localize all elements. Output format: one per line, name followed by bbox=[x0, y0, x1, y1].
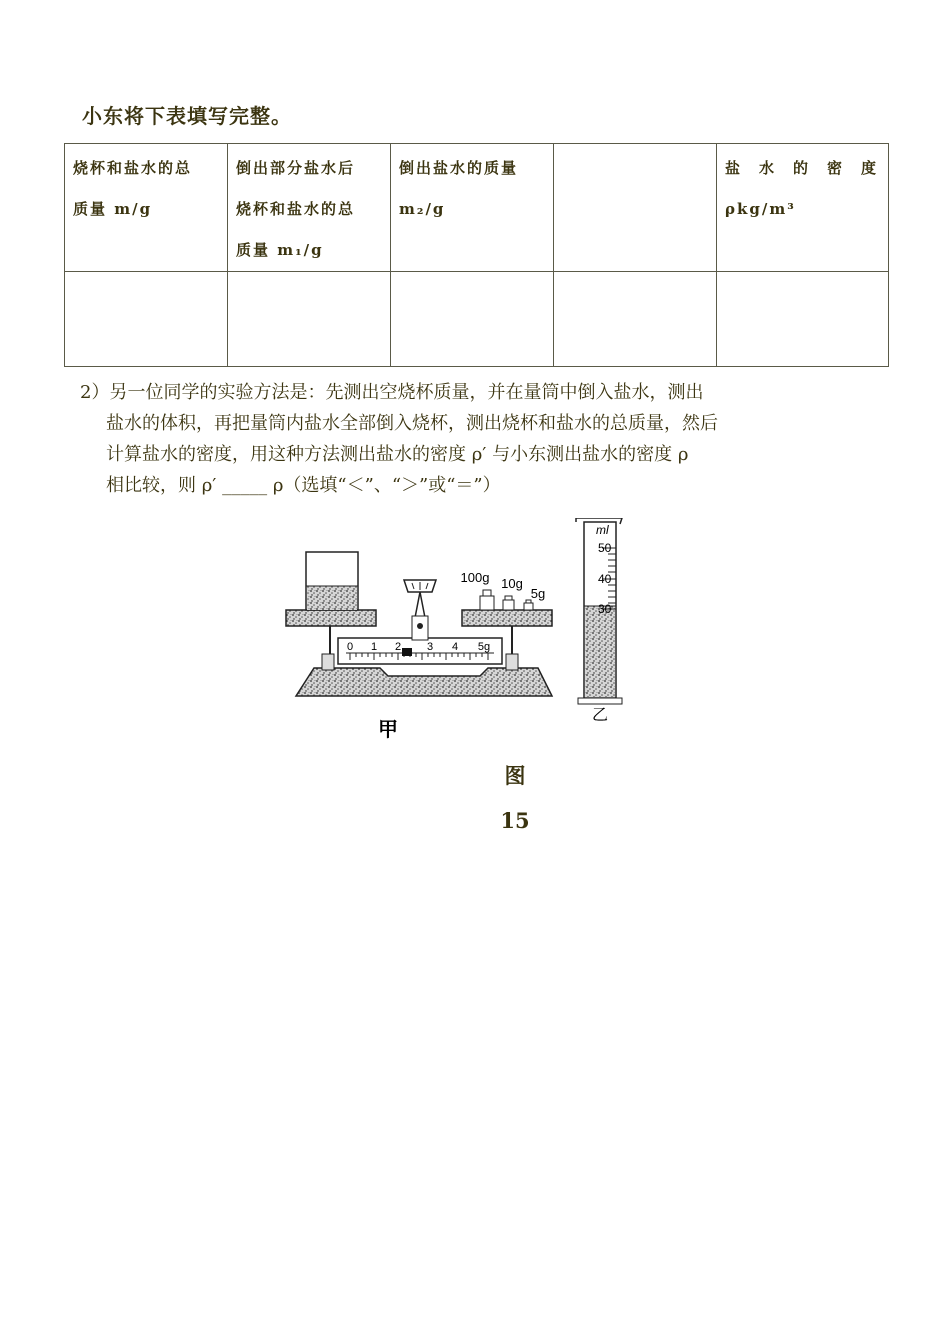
question-2-line: 计算盐水的密度，用这种方法测出盐水的密度 ρ′ 与小东测出盐水的密度 ρ bbox=[106, 444, 689, 465]
header-remaining-mass: 倒出部分盐水后 烧杯和盐水的总 质量 m₁/g bbox=[228, 144, 391, 272]
table-row bbox=[65, 272, 889, 367]
question-2-line: 相比较，则 ρ′ _____ ρ（选填“＜”、“＞”或“＝”） bbox=[106, 475, 501, 496]
weight-label-100g: 100g bbox=[460, 570, 490, 585]
label-balance: 甲 bbox=[378, 717, 398, 741]
question-2-line: 2）另一位同学的实验方法是：先测出空烧杯质量，并在量筒中倒入盐水，测出 bbox=[80, 382, 704, 403]
question-2-line: 盐水的体积，再把量筒内盐水全部倒入烧杯，测出烧杯和盐水的总质量，然后 bbox=[106, 413, 718, 434]
weights bbox=[480, 590, 533, 610]
answer-cell-blank[interactable] bbox=[554, 272, 717, 367]
header-blank bbox=[554, 144, 717, 272]
cylinder-unit-label: ml bbox=[596, 523, 609, 537]
scale-tick-label: 4 bbox=[451, 641, 459, 653]
table-header-row bbox=[65, 144, 889, 272]
scale-tick-label: 2 bbox=[394, 641, 402, 653]
header-poured-mass: 倒出盐水的质量 m₂/g bbox=[391, 144, 554, 272]
balance-and-cylinder-illustration bbox=[280, 518, 630, 748]
scale-tick-label: 5g bbox=[477, 641, 491, 653]
scale-tick-label: 3 bbox=[426, 641, 434, 653]
cylinder-tick-label: 40 bbox=[598, 572, 612, 586]
weight-label-10g: 10g bbox=[501, 576, 523, 591]
rider-weight bbox=[402, 648, 412, 656]
question-2 bbox=[80, 377, 870, 501]
beaker bbox=[306, 552, 358, 610]
cylinder-tick-label: 50 bbox=[598, 541, 612, 555]
header-total-mass: 烧杯和盐水的总 质量 m/g bbox=[65, 144, 228, 272]
label-cylinder: 乙 bbox=[591, 707, 609, 724]
answer-cell-poured-mass[interactable] bbox=[391, 272, 554, 367]
balance-pointer bbox=[404, 580, 436, 640]
scale-tick-label: 1 bbox=[370, 641, 378, 653]
weight-label-5g: 5g bbox=[530, 586, 546, 601]
figure-caption-number: 15 bbox=[500, 808, 530, 833]
cylinder-tick-label: 30 bbox=[598, 602, 612, 616]
answer-cell-density[interactable] bbox=[717, 272, 889, 367]
data-table bbox=[64, 143, 896, 367]
answer-cell-remaining-mass[interactable] bbox=[228, 272, 391, 367]
intro-instruction: 小东将下表填写完整。 bbox=[82, 104, 292, 128]
figure-caption-word: 图 bbox=[504, 763, 526, 788]
answer-cell-total-mass[interactable] bbox=[65, 272, 228, 367]
scale-tick-label: 0 bbox=[346, 641, 354, 653]
header-density: 盐水的密度 ρkg/m³ bbox=[717, 144, 889, 272]
experiment-figure bbox=[280, 518, 630, 748]
